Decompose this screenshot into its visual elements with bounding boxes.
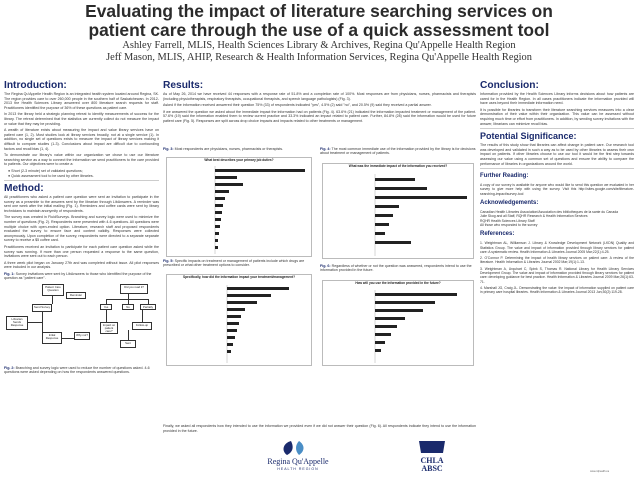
logos-area	[163, 437, 476, 477]
fig4-chart	[322, 163, 474, 259]
flow-send-survey: Send Survey	[32, 304, 52, 312]
fig3-chart	[166, 157, 312, 257]
authors	[0, 40, 638, 64]
poster-title	[0, 2, 638, 40]
objective-bullet: ● Short (2-3 minute) set of validated questions;	[8, 168, 83, 173]
fig6-caption: Fig. 6: Regardless of whether or not the question was answered, respondents intend to use the information provided in the future.	[320, 264, 472, 273]
ack-line: All those who responded to the survey	[480, 222, 538, 227]
conclusion-paragraph: Information provided by the Health Sciences Library informs decisions about how patients are cared for in the Health Region. In all cases practitioners indicate the information provided will have uses beyond their immediate information need.	[480, 92, 634, 106]
introduction-heading: Introduction:	[4, 80, 67, 91]
fig6-chart	[322, 280, 474, 366]
svg-text:ABSC: ABSC	[421, 464, 443, 473]
middle-column	[163, 79, 476, 126]
fig4-chart-title: What was the immediate impact of the information you received?	[348, 164, 448, 168]
intro-paragraph: In 2013 the library held a strategic planning retreat to identify measurements of success for the library. The retreat determined that the statistics we currently collect do not measure the impact or value that they may be providing.	[4, 112, 159, 126]
results-paragraph: Asked if the information received answered their question 75% (33) of respondents indicated "yes", 4.5% (2) said "no", and 20.5% (9) said they received a partial answer.	[163, 103, 432, 108]
intro-paragraph: A wealth of literature exists about measuring the impact and value library services have on patient care (1, 2). Most studies look at library services broadly, not at a single service (1). In addition, no single set of questions exists to measure the impact of library services making it difficult to compare studies (1-3). Conclusions about impact are difficult due to confounding factors and recall bias (1, 4).	[4, 128, 159, 151]
conclusion-heading: Conclusion:	[480, 80, 539, 91]
method-paragraph: All practitioners who asked a patient care question were sent an invitation to participate in the survey as a preamble to the answers sent by the librarian through LibAnswers. A reminder was sent one week after the initial mailing (Fig. 1). Reminders and coffee cards were sent by library technicians to maintain anonymity of respondents.	[4, 195, 159, 213]
flow-why-not: Why not?	[74, 332, 90, 340]
flow-partially: Partially	[140, 304, 156, 310]
references-heading: References:	[480, 231, 515, 238]
svg-text:HEALTH REGION: HEALTH REGION	[277, 467, 319, 471]
significance-heading: Potential Significance:	[480, 131, 577, 142]
chla-logo-icon	[411, 439, 453, 473]
results-heading: Results:	[163, 80, 204, 91]
fig6-bars	[323, 281, 475, 367]
reference-item: 3. Weightman A, Urquhart C, Spink S, Thomas R. National Library for Health Library Services Development Group. The value and impact of information provided through library services for patient care: developing guidance for best practice. Health Information & Libraries Journal 2009 Mar;26(1):63-71.	[480, 266, 634, 284]
conclusion-paragraph: It is possible for libraries to transform their literature searching services measures into a clear demonstration of their value within their organization. This value can be assessed without requiring much time or effort from practitioners. In addition, by sending survey invitations with the answer, librarians can minimize recall bias.	[480, 107, 634, 126]
fig3-chart-title: What best describes your primary job duties?	[204, 158, 274, 162]
flow-no: No	[122, 304, 134, 310]
chla-absc-logo	[411, 439, 453, 473]
fig2-caption: Fig. 2: Branching and survey logic were used to reduce the number of questions asked. 4-6 questions were asked depending on how the respondents answered questions.	[4, 365, 150, 375]
intro-paragraph: The Regina Qu'Appelle Health Region is an integrated health system located around Regina, SK. The region provides care to over 260,000 people in the southern half of Saskatchewan. In 2012-2013 the Health Sciences Library answered over 800 literature search requests for staff. Practitioners identified the purpose of 36% of these questions as patient care.	[4, 92, 159, 110]
fig4-bars	[323, 164, 475, 260]
survey-flowchart	[4, 282, 159, 400]
method-paragraph: A three week pilot began on January 27th and was completed without issue. All pilot responses were included in our analysis.	[4, 260, 159, 270]
acknowledgements-heading: Acknowledgements:	[480, 200, 539, 207]
right-column	[480, 79, 634, 296]
ack-line: Julie Skog and all Staff, RQHR Research & Health Information Services	[480, 214, 588, 219]
results-final-paragraph: Finally, we asked all respondents how they intended to use the information we provided even if we did not answer their question (Fig. 6). All respondents indicate they intend to use the information provided in the future.	[163, 424, 476, 433]
flow-librarian: Librarian Sends Response	[6, 316, 28, 330]
divider	[4, 180, 159, 181]
flow-patient-care: Patient Care Question	[42, 284, 64, 296]
fig3-caption: Fig. 3: Most respondents are physicians, nurses, pharmacists or therapists.	[163, 147, 284, 151]
ack-line: RQHR Health Sciences Library Staff	[480, 218, 535, 223]
flow-initial: Initial Response	[42, 332, 62, 344]
further-reading-heading: Further Reading:	[480, 173, 529, 180]
fig4-caption: Fig. 4: The most common immediate use of the information provided by the library is for decisions about treatment or management of patients.	[320, 147, 476, 156]
flow-follow-up: Follow-up	[132, 322, 152, 330]
further-reading-paragraph: A copy of our survey is available for anyone who would like to send this question we evaluated in her survey to give more help with using the survey. Visit this http://sites.google.com/site/literature-searching-impact/survey-tool	[480, 183, 634, 196]
results-paragraph: If we answered the question we asked about the immediate impact the information had on patients (Fig. 4). 63.6% (21) indicated the information impacted treatment or management of the patient. 57.6% (19) said the information enabled them to review current practice and 33.3% indicated an impact related to patient care. Further, 84.8% (28) said the information would be used for future patient care (Fig. 5). Responses are split across drop choice impacts and impacts related to other treatments or management.	[163, 109, 476, 123]
method-heading: Method:	[4, 183, 44, 195]
objective-bullet: ● Quick assessment tool to be used by other libraries.	[8, 173, 94, 178]
fig6-chart-title: How will you use the information provided in the future?	[355, 281, 441, 285]
fig5-chart-title: Specifically, how did the information impact your treatment/management?	[182, 275, 296, 279]
fig1-caption: Fig. 1: Survey invitations were sent by LibAnswers to those who identified the purpose of the question as "patient care".	[4, 272, 152, 281]
results-paragraph: As of May 26, 2014 we have received 44 responses with a response rate of 51.8% and a completion rate of 100%. Most responses are from physicians, nurses, pharmacists and therapists (including physiotherapists, respiratory therapists, occupational therapists, and speech language pathologists) (Fig. 3).	[163, 92, 476, 101]
title-line-1: Evaluating the impact of literature searching services on	[85, 1, 553, 21]
fig5-caption: Fig. 5: Specific impacts on treatment or management of patients include which drugs are prescribed or what other treatment options to consider.	[163, 259, 305, 268]
reference-item: 4. Marshall JG, Craig JL. Demonstrating the value: the impact of information supplied on patient care in primary care hospital libraries. Health Information & Libraries Journal 2013 Jun;30(2):119-28.	[480, 285, 634, 295]
fig5-bars	[167, 275, 313, 367]
method-paragraph: Practitioners received an invitation to participate for each patient care question asked while the survey was running. If more than one person requested a response to the same question, invitations were sent out to each person.	[4, 245, 159, 259]
intro-paragraph: To demonstrate our library's value within our organization we chose to use our literature searching service as a way to connect the information we send practitioners to the care provided to patients. Our objectives were to create a:	[4, 153, 159, 167]
poster-header	[0, 0, 638, 76]
title-line-2: patient care through the use of a quick assessment tool	[88, 20, 550, 40]
flow-did-you-read: Did you read it?	[120, 284, 148, 294]
flow-yes: Yes	[100, 304, 112, 310]
regina-quappelle-logo	[243, 439, 353, 473]
flow-sent: Sent	[120, 340, 136, 348]
divider	[480, 168, 634, 169]
reference-item: 1. Weightman AL, Williamson J. Library & Knowledge Development Network (LKDN) Quality and Statistics Group. The value and impact of information provided through library services for patient care: A systematic review. Health Information & Libraries Journal 2005 Mar;22(1):4-25.	[480, 241, 634, 254]
svg-text:CHLA: CHLA	[420, 456, 444, 465]
author-2: Jeff Mason, MLIS, AHIP, Research & Health Information Services, Regina Qu'Appelle Health Region	[106, 52, 532, 63]
fig5-chart	[166, 274, 312, 366]
method-paragraph: The survey was created in FluidSurveys. Branching and survey logic were used to minimize the number of questions (Fig. 2). Respondents were presented with 4-6 questions. All questions were multiple choice with open-ended option. Literature, research staff and proposed respondents evaluated the survey to ensure face and content validity. Responses were collected anonymously. Upon completion of the survey, respondents were directed to a separate separate survey to receive a $5 coffee card.	[4, 215, 159, 243]
author-1: Ashley Farrell, MLIS, Health Sciences Library & Archives, Regina Qu'Appelle Health Region	[122, 40, 516, 51]
footer-url: www.rqhealth.ca	[590, 470, 610, 473]
flow-reminder: Reminder	[66, 292, 86, 299]
divider	[480, 128, 634, 129]
svg-text:Regina Qu'Appelle: Regina Qu'Appelle	[267, 457, 329, 466]
significance-paragraph: The results of this study show that libraries can affect change in patient care. Our research tool was developed and validated in such a way as to be used by other libraries to assess their own impact on patients. If other libraries choose to use our tool it would be the first step towards assessing our value using a common set of questions and ensure the ability to compare the performance of libraries in organizations around the world.	[480, 143, 634, 166]
flow-impact: Impact on patient care?	[100, 322, 118, 334]
reference-item: 2. O'Connor P. Determining the impact of health library services on patient care: A review of the literature. Health Information & Libraries Journal 2002 Mar;19(1):1-13.	[480, 256, 634, 265]
rq-logo-icon	[243, 439, 353, 473]
left-column	[4, 79, 159, 400]
fig3-bars	[167, 158, 313, 258]
ack-line: Canadian Health Libraries Association/Association des bibliotheques de la sante du Canada	[480, 210, 618, 215]
